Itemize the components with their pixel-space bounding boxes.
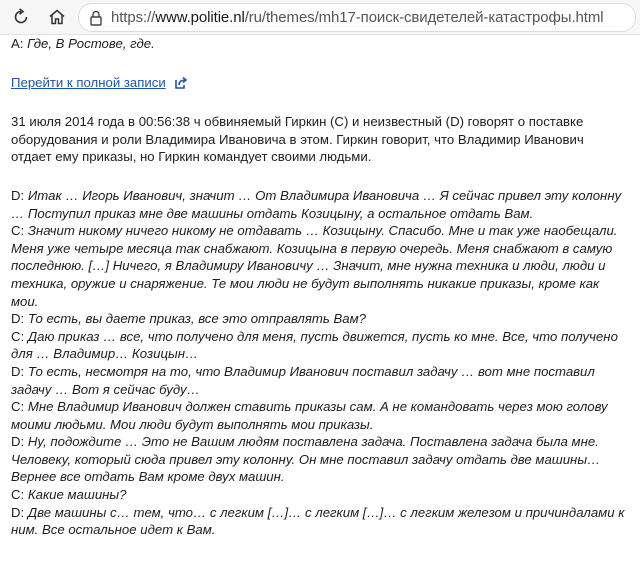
speech-text: Итак … Игорь Иванович, значит … От Владимира Ивановича … Я сейчас привел эту колонну xyxy=(24,187,622,203)
speech-text: ним. Все остальное идет к Вам. xyxy=(11,522,216,538)
speech-text: мои. xyxy=(11,293,39,309)
speaker-label: C: xyxy=(11,399,25,415)
transcript-line xyxy=(11,398,631,416)
url-prefix: https:// xyxy=(111,9,156,26)
transcript xyxy=(11,187,631,539)
transcript-line xyxy=(11,504,631,522)
transcript-line xyxy=(11,416,631,434)
transcript-line xyxy=(11,433,631,451)
reload-icon xyxy=(12,8,30,26)
intro-line: 31 июля 2014 года в 00:56:38 ч обвиняемый Гиркин (C) и неизвестный (D) говорят о поставке xyxy=(11,114,584,130)
speaker-label: D: xyxy=(11,187,25,203)
transcript-line xyxy=(11,310,631,328)
speaker-label: D: xyxy=(11,504,25,520)
intro-line: оборудования и роли Владимира Ивановича в этом. Гиркин говорит, что Владимир Иванович xyxy=(11,131,584,147)
speech-text: То есть, несмотря на то, что Владимир Иванович поставил задачу … вот мне поставил xyxy=(24,363,595,379)
speech-text: последнюю. […] Ничего, я Владимиру Ивановичу … Значит, мне нужна техника и люди, люди и xyxy=(11,258,606,274)
address-bar[interactable] xyxy=(78,3,636,32)
transcript-line xyxy=(11,240,631,258)
browser-toolbar xyxy=(0,0,640,35)
lock-icon xyxy=(89,10,103,26)
transcript-line xyxy=(11,328,631,346)
speaker-label: D: xyxy=(11,434,25,450)
speaker-label: D: xyxy=(11,363,25,379)
speech-text: … Поступил приказ мне две машины отдать Козицыну, а остальное отдать Вам. xyxy=(11,205,534,221)
speaker-label: C: xyxy=(11,487,25,503)
transcript-line xyxy=(11,257,631,275)
full-record-row xyxy=(11,74,631,92)
reload-button[interactable] xyxy=(8,4,34,30)
speech-text: Человеку, который сюда привел эту колонну. Он мне поставил задачу отдать две машины… xyxy=(11,451,601,467)
transcript-line xyxy=(11,521,631,539)
transcript-line xyxy=(11,451,631,469)
intro-paragraph xyxy=(11,113,631,166)
home-button[interactable] xyxy=(44,4,70,30)
speech-text: техника, оружие и снаряжение. Те мои люди не будут выполнять никакие приказы, кроме как xyxy=(11,275,600,291)
url-path: /ru/themes/mh17-поиск-свидетелей-катастрофы.html xyxy=(244,9,604,26)
speaker-label: C: xyxy=(11,328,25,344)
speech-text: моими людьми. Мои люди будут выполнять мои приказы. xyxy=(11,416,374,432)
speech-text: Вернее все отдать Вам кроме двух машин. xyxy=(11,469,285,485)
transcript-line xyxy=(11,293,631,311)
speech-text: Даю приказ … все, что получено для меня, пусть движется, пусть ко мне. Все, что получено xyxy=(24,328,618,344)
speech-text: Мне Владимир Иванович должен ставить приказы сам. А не командовать через мою голову xyxy=(24,399,608,415)
speech-text: Ну, подождите … Это не Вашим людям поставлена задача. Поставлена задача была мне. xyxy=(24,434,599,450)
transcript-line xyxy=(11,486,631,504)
speaker-label: A: xyxy=(11,36,24,51)
speaker-label: D: xyxy=(11,311,25,327)
transcript-line xyxy=(11,275,631,293)
transcript-line xyxy=(11,363,631,381)
speech-text: Две машины с… тем, что… с легким […]… с легким […]… с легким железом и причиндалами к xyxy=(24,504,625,520)
speech-text: для … Владимир… Козицын… xyxy=(11,346,199,362)
speech-text: То есть, вы даете приказ, все это отправлять Вам? xyxy=(24,311,366,327)
speech-text: Значит никому ничего никому не отдавать … Козицыну. Спасибо. Мне и так уже наобещали. xyxy=(24,223,618,239)
home-icon xyxy=(48,8,66,26)
transcript-line xyxy=(11,345,631,363)
transcript-line xyxy=(11,381,631,399)
speech-text: Меня уже четыре месяца так снабжают. Козицына в первую очередь. Меня снабжают в самую xyxy=(11,240,613,256)
transcript-line xyxy=(11,187,631,205)
transcript-line xyxy=(11,468,631,486)
top-line xyxy=(11,35,631,53)
full-record-link[interactable]: Перейти к полной записи xyxy=(11,74,166,90)
speaker-label: C: xyxy=(11,223,25,239)
speech-text: Какие машины? xyxy=(24,487,127,503)
page-content xyxy=(11,35,631,539)
url-text xyxy=(111,9,603,26)
intro-line: отдает ему приказы, но Гиркин командует своими людьми. xyxy=(11,149,372,165)
external-link-icon[interactable] xyxy=(174,76,188,90)
speech-text: задачу … Вот я сейчас буду… xyxy=(11,381,200,397)
speech-text: Где, В Ростове, где. xyxy=(23,36,155,51)
transcript-line xyxy=(11,222,631,240)
url-host: www.politie.nl xyxy=(155,9,245,26)
transcript-line xyxy=(11,205,631,223)
